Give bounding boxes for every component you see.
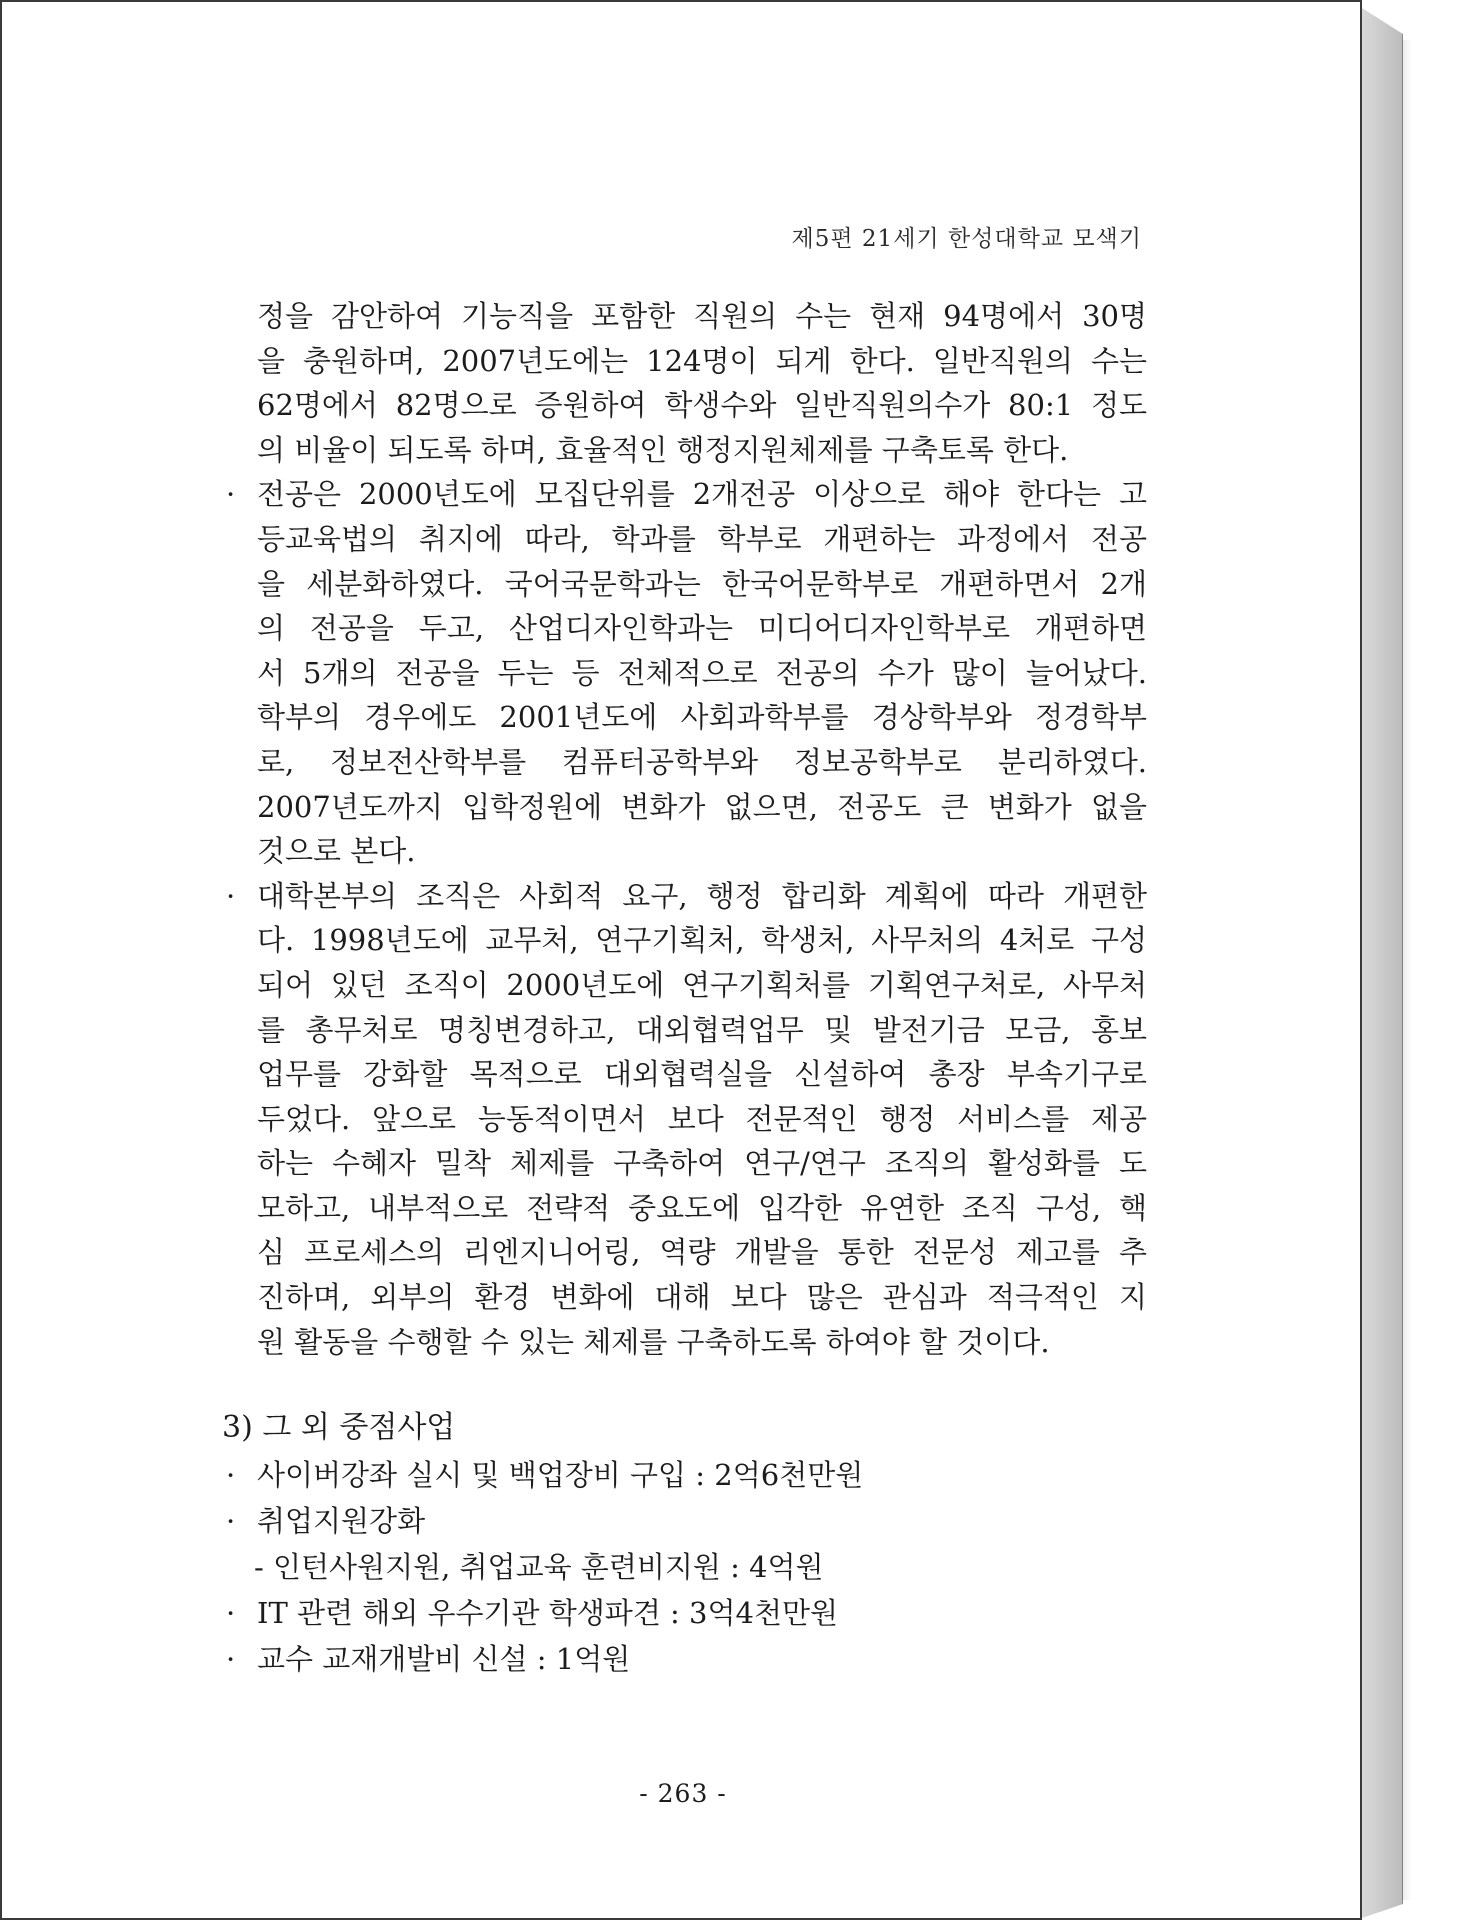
bullet-mark: · bbox=[226, 1458, 236, 1493]
page-body bbox=[222, 294, 1147, 1682]
section-item-text: 사이버강좌 실시 및 백업장비 구입 : 2억6천만원 bbox=[257, 1458, 864, 1493]
bullet-mark: · bbox=[226, 878, 236, 913]
text-line: 정을 감안하여 기능직을 포함한 직원의 수는 현재 94명에서 30명 bbox=[257, 299, 1147, 333]
section-item bbox=[222, 1498, 1147, 1544]
text-line: 원 활동을 수행할 수 있는 체제를 구축하도록 하여야 할 것이다. bbox=[257, 1324, 1050, 1359]
text-line: 하는 수혜자 밀착 체제를 구축하여 연구/연구 조직의 활성화를 도 bbox=[257, 1146, 1147, 1181]
section-item bbox=[222, 1636, 1147, 1682]
text-line: 등교육법의 취지에 따라, 학과를 학부로 개편하는 과정에서 전공 bbox=[257, 521, 1147, 556]
bullet-mark: · bbox=[226, 1642, 236, 1677]
text-line: 2007년도까지 입학정원에 변화가 없으면, 전공도 큰 변화가 없을 bbox=[257, 789, 1147, 824]
text-line: 다. 1998년도에 교무처, 연구기획처, 학생처, 사무처의 4처로 구성 bbox=[257, 923, 1147, 958]
bullet-mark: · bbox=[226, 1596, 236, 1631]
text-line: 것으로 본다. bbox=[257, 834, 416, 869]
running-header: 제5편 21세기 한성대학교 모색기 bbox=[791, 226, 1142, 252]
section-item bbox=[222, 1452, 1147, 1498]
section-heading: 3) 그 외 중점사업 bbox=[222, 1410, 456, 1446]
text-line: 되어 있던 조직이 2000년도에 연구기획처를 기획연구처로, 사무처 bbox=[257, 967, 1147, 1002]
bullet-mark: · bbox=[226, 477, 236, 512]
text-line: 의 비율이 되도록 하며, 효율적인 행정지원체제를 구축토록 한다. bbox=[257, 432, 1069, 467]
text-line: 학부의 경우에도 2001년도에 사회과학부를 경상학부와 정경학부 bbox=[257, 700, 1147, 735]
section-subitem: - 인턴사원지원, 취업교육 훈련비지원 : 4억원 bbox=[254, 1550, 824, 1585]
text-line: 업무를 강화할 목적으로 대외협력실을 신설하여 총장 부속기구로 bbox=[257, 1057, 1147, 1092]
section-item-text: IT 관련 해외 우수기관 학생파견 : 3억4천만원 bbox=[257, 1596, 839, 1631]
text-line: 심 프로세스의 리엔지니어링, 역량 개발을 통한 전문성 제고를 추 bbox=[257, 1235, 1147, 1270]
text-line: 을 세분화하였다. 국어국문학과는 한국어문학부로 개편하면서 2개 bbox=[257, 566, 1147, 601]
section-item-text: 교수 교재개발비 신설 : 1억원 bbox=[257, 1642, 631, 1677]
page-number: - 263 - bbox=[639, 1779, 727, 1808]
bullet-mark: · bbox=[226, 1504, 236, 1539]
text-line: 의 전공을 두고, 산업디자인학과는 미디어디자인학부로 개편하면 bbox=[257, 611, 1147, 646]
intro-paragraph bbox=[222, 294, 1147, 472]
text-line: 두었다. 앞으로 능동적이면서 보다 전문적인 행정 서비스를 제공 bbox=[257, 1101, 1147, 1136]
page-stack-edge bbox=[1362, 8, 1403, 1918]
text-line: 62명에서 82명으로 증원하여 학생수와 일반직원의수가 80:1 정도 bbox=[257, 388, 1147, 423]
text-line: 을 충원하며, 2007년도에는 124명이 되게 한다. 일반직원의 수는 bbox=[257, 343, 1147, 378]
text-line: 대학본부의 조직은 사회적 요구, 행정 합리화 계획에 따라 개편한 bbox=[257, 878, 1147, 913]
text-line: 서 5개의 전공을 두는 등 전체적으로 전공의 수가 많이 늘어났다. bbox=[257, 655, 1147, 690]
text-line: 전공은 2000년도에 모집단위를 2개전공 이상으로 해야 한다는 고 bbox=[257, 477, 1147, 512]
text-line: 를 총무처로 명칭변경하고, 대외협력업무 및 발전기금 모금, 홍보 bbox=[257, 1012, 1147, 1047]
bullet-list bbox=[222, 472, 1147, 1364]
text-line: 진하며, 외부의 환경 변화에 대해 보다 많은 관심과 적극적인 지 bbox=[257, 1280, 1147, 1315]
section-item-list bbox=[222, 1452, 1147, 1682]
bullet-paragraph bbox=[222, 874, 1147, 1365]
page-shadow bbox=[1402, 40, 1412, 1900]
text-line: 로, 정보전산학부를 컴퓨터공학부와 정보공학부로 분리하였다. bbox=[257, 744, 1147, 779]
bullet-paragraph bbox=[222, 472, 1147, 873]
section-item bbox=[222, 1590, 1147, 1636]
section-item-text: 취업지원강화 bbox=[257, 1504, 426, 1539]
text-line: 모하고, 내부적으로 전략적 중요도에 입각한 유연한 조직 구성, 핵 bbox=[257, 1190, 1147, 1225]
